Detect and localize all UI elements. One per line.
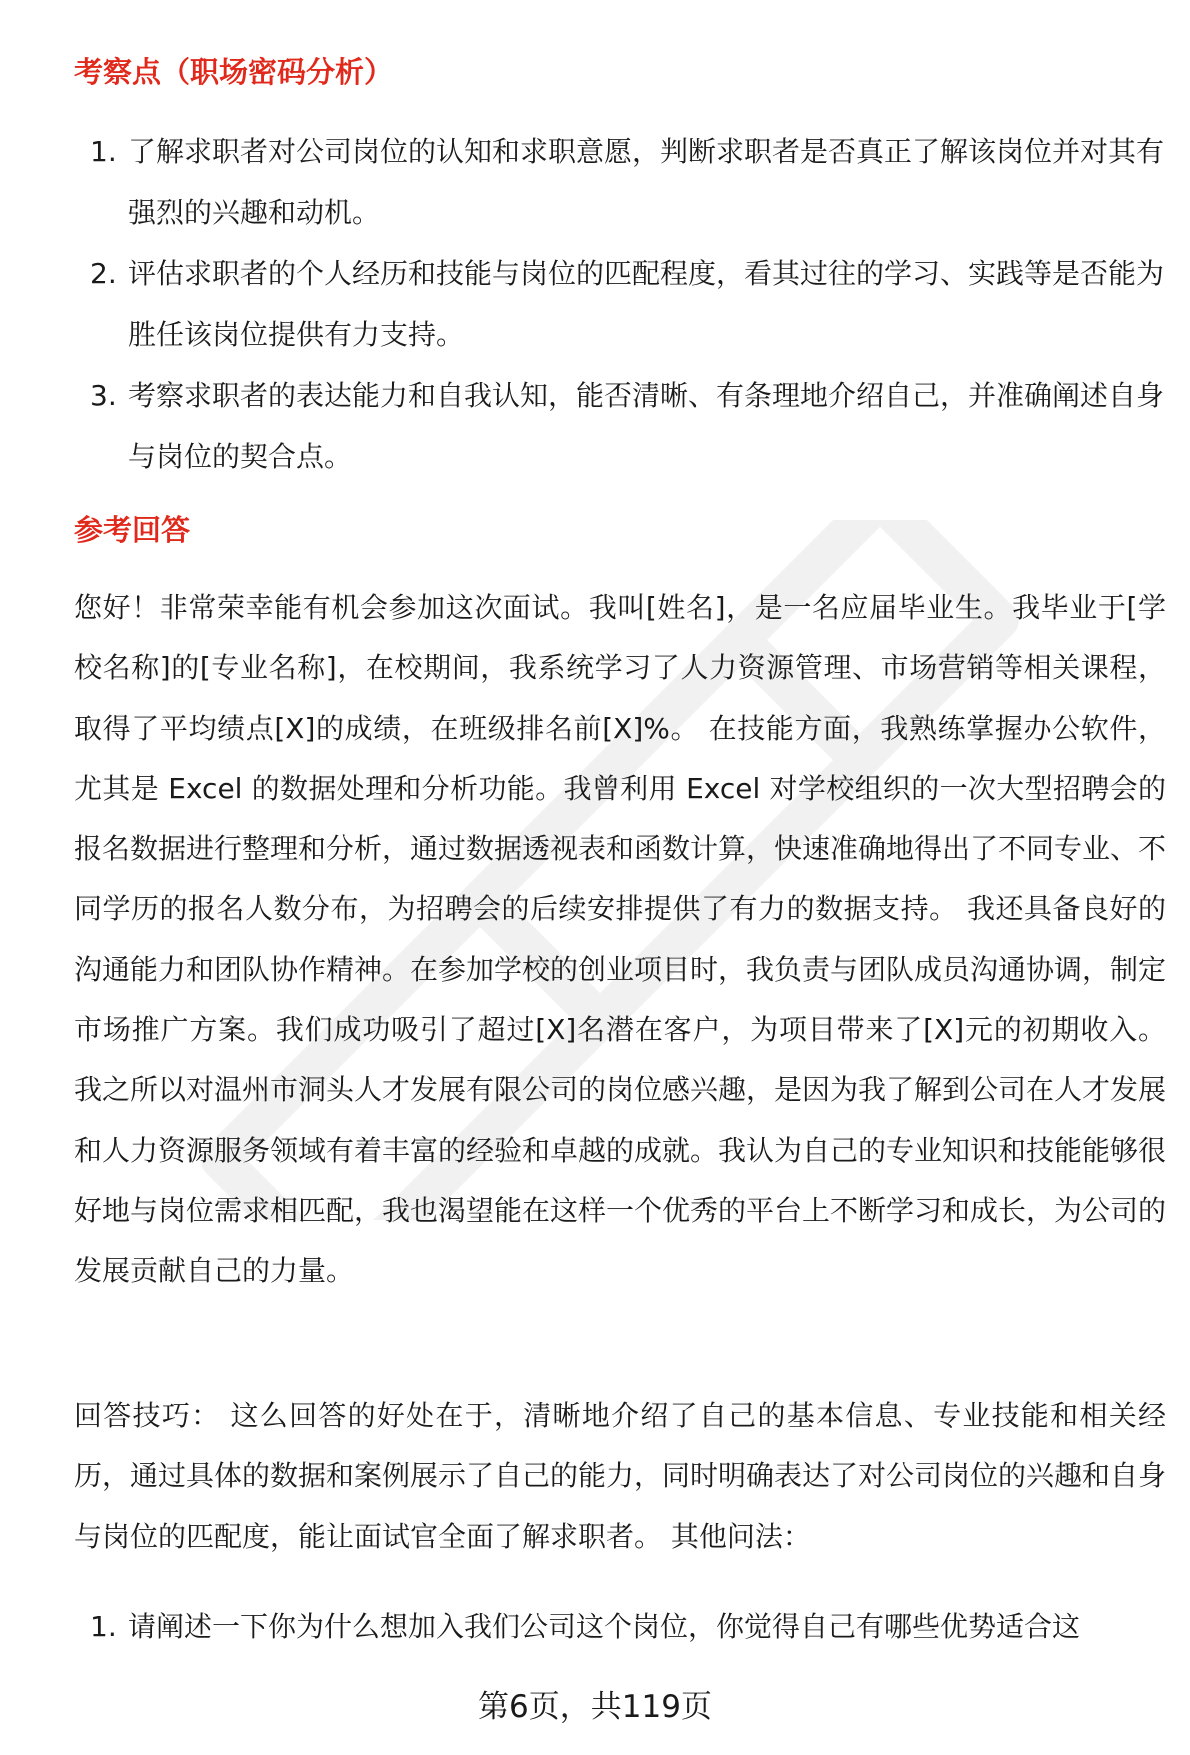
list-item-number: 2. [90,257,117,290]
section-heading-reference-answer: 参考回答 [74,513,191,547]
list-item [74,1596,1164,1657]
list-item-text: 请阐述一下你为什么想加入我们公司这个岗位，你觉得自己有哪些优势适合这 [128,1610,1081,1643]
list-item [74,121,1164,243]
list-item [74,365,1164,487]
list-item-text: 了解求职者对公司岗位的认知和求职意愿，判断求职者是否真正了解该岗位并对其有强烈的兴趣和动机。 [128,135,1165,229]
section-heading-analysis: 考察点（职场密码分析） [74,55,394,89]
analysis-list [74,121,1164,487]
other-questions-list [74,1596,1164,1657]
answer-tips-paragraph: 回答技巧： 这么回答的好处在于，清晰地介绍了自己的基本信息、专业技能和相关经历，通过具体的数据和案例展示了自己的能力，同时明确表达了对公司岗位的兴趣和自身与岗位的匹配度，能让面试官全面了解求职者。 其他问法： [74,1399,1167,1553]
page-number-footer: 第6页，共119页 [478,1689,712,1725]
reference-answer-paragraph: 您好！非常荣幸能有机会参加这次面试。我叫[姓名]，是一名应届毕业生。我毕业于[学校名称]的[专业名称]，在校期间，我系统学习了人力资源管理、市场营销等相关课程，取得了平均绩点[X]的成绩，在班级排名前[X]%。 在技能方面，我熟练掌握办公软件，尤其是 Excel 的数据处理和分析功能。我曾利用 Excel 对学校组织的一次大型招聘会的报名数据进行整理和分析，通过数据透视表和函数计算，快速准确地得出了不同专业、不同学历的报名人数分布，为招聘会的后续安排提供了有力的数据支持。 我还具备良好的沟通能力和团队协作精神。在参加学校的创业项目时，我负责与团队成员沟通协调，制定市场推广方案。我们成功吸引了超过[X]名潜在客户，为项目带来了[X]元的初期收入。 我之所以对温州市洞头人才发展有限公司的岗位感兴趣，是因为我了解到公司在人才发展和人力资源服务领域有着丰富的经验和卓越的成就。我认为自己的专业知识和技能能够很好地与岗位需求相匹配，我也渴望能在这样一个优秀的平台上不断学习和成长，为公司的发展贡献自己的力量。 [74,591,1167,1288]
list-item-number: 1. [90,1610,117,1643]
list-item-text: 考察求职者的表达能力和自我认知，能否清晰、有条理地介绍自己，并准确阐述自身与岗位的契合点。 [128,379,1165,473]
list-item-number: 1. [90,135,117,168]
list-item-number: 3. [90,379,117,412]
list-item-text: 评估求职者的个人经历和技能与岗位的匹配程度，看其过往的学习、实践等是否能为胜任该岗位提供有力支持。 [128,257,1165,351]
list-item [74,243,1164,365]
